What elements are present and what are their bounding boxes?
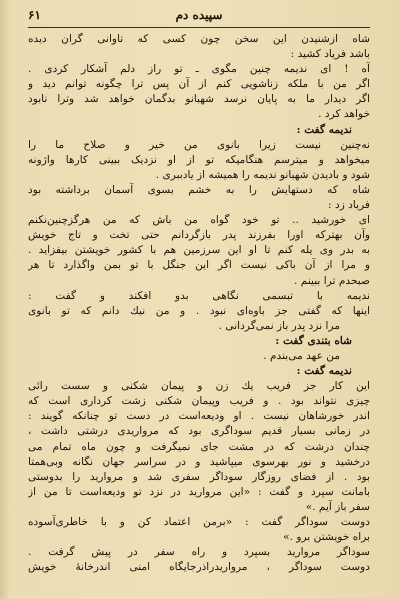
text-line: بود . از فضای روزگار سوداگر سفری شد و مروارید را بدوستی [28,470,370,483]
text-line: شود و بادیدن شهبانو ندیمه را همیشه از یادببری . [155,168,370,181]
text-line: باشد فریاد کشید : [290,48,370,61]
text-line: اینها که گفتی جز باوه‌ای نبود . و من نیك دانم که تو بانوی [28,304,370,317]
text-line: سفر باز آیم .» [305,500,370,513]
text-line: من عهد می‌بندم . [263,349,340,362]
text-line: شاه که دستهایش را به خشم بسوی آسمان برداشته بود [28,183,370,196]
text-line: صبحدم ترا ببینم . [294,274,370,287]
text-line: خواهد کرد . [318,108,370,121]
text-line: سوداگر مروارید بسپرد و راه سفر در پیش گرفت . [28,546,370,559]
text-line: دوست سوداگر ، مرواریدراذرجایگاه امنی اندرخانهٔ خویش [28,561,370,574]
text-line: میخواهد و میترسم هنگامیکه تو از او نزدیک ببینی کارها واژونه [28,153,370,166]
text-line: شاه ازشنیدن این سخن چون کسی که تاوانی گران دیده [28,33,370,45]
text-line: به بدر وی یله کنم تا او این سرزمین هم با کشور خویشتن بیفزاید . [28,244,370,257]
text-line: دوست سوداگر گفت : «برمن اعتماد کن و با خاطری‌آسوده [28,516,370,528]
text-line: نه‌چنین نیست زیرا بانوی من خیر و صلاح ما را [28,138,370,151]
text-line: ندیمه با تبسمی نگاهی بدو افکند و گفت : [28,289,370,302]
text-line: وآن بهترکه اورا بفرزند پدر بازگردانم حتی تخت و تاج خویش [28,229,370,242]
text-line: بامانت سپرد و گفت : «این مروارید در نزد تو ودیعه‌است تا من از [28,485,370,498]
text-line: فریاد زد : [328,199,370,212]
text-line: ندیمه گفت : [296,123,352,136]
text-line: درخشید و نور بهرسوی میپاشید و در سراسر جهان نگانه وبی‌همتا [28,455,370,468]
text-line: ای خورشید .. تو خود گواه من باش که من هرگزچنین‌نکنم [28,214,370,227]
text-line: شاه بتندی گفت : [275,334,352,347]
text-line: اگر دیدار ما به پایان نرسد شهبانو بدگمان خواهد شد وترا نابود [28,93,370,106]
text-line: مرا نزد پدر باز نمی‌گردانی . [218,319,340,332]
text-line: این کار جز فریب یك زن و پیمان شکنی و سست رائی [28,380,370,393]
text-line: براه خویشتن برو .» [283,531,370,544]
running-title: سپیده دم [175,8,223,22]
text-line: چندان درشت که در مشت جای نمیگرفت و چون ماه تمام می [28,440,370,453]
text-line: در زمانی بسیار قدیم سوداگری بود که مرواریدی درشتی داشت ، [28,425,370,438]
text-line: آه ! ای ندیمه چنین مگوی ـ تو راز دلم آشکار کردی . [28,63,370,76]
page-body-text [28,32,370,593]
text-line: چیزی نتواند بود . و فریب وپیمان شکنی زشت کرداری است که [28,395,370,408]
text-line: ندیمه گفت : [296,365,352,378]
header-rule [28,27,370,28]
text-line: اگر من با ملکه زناشویی کنم از آن پس ترا چگونه توانم دید و [28,78,370,91]
page-header [28,8,370,26]
text-line: اندر خورشاهان نیست . او ودیعه‌است در دست تو چنانکه گویند : [28,410,370,423]
page-number: ۶۱ [28,8,41,22]
text-line: و مرا از آن باکی نیست اگر این جنگل با تو بمن واگذارد تا هر [28,259,370,272]
